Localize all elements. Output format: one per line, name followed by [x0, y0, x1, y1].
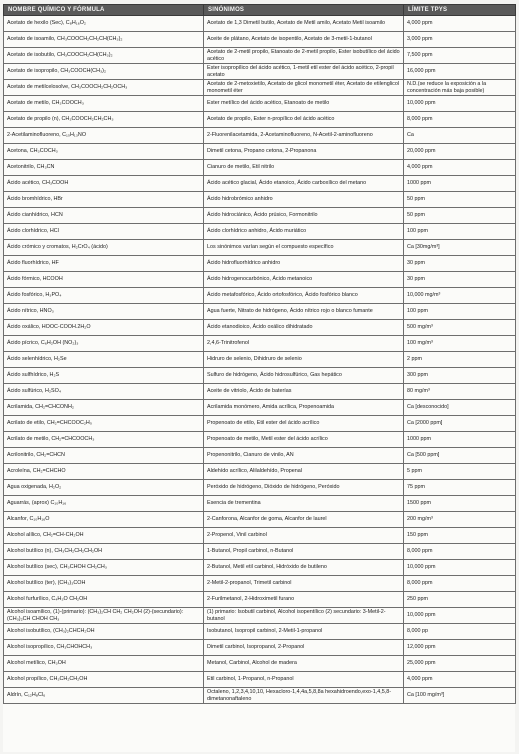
table-row: [4, 384, 516, 400]
chemical-name-cell: Aldrín, C₁₂H₈Cl₆: [4, 688, 204, 704]
synonyms-cell: Dimetil cetona, Propano cetona, 2-Propanona: [204, 144, 404, 160]
synonyms-cell: 2-Butanol, Metil etil carbinol, Hidróxido de butileno: [204, 560, 404, 576]
chemical-name-cell: Alcohol metílico, CH₃OH: [4, 656, 204, 672]
synonyms-cell: Los sinónimos varían según el compuesto específico: [204, 240, 404, 256]
synonyms-cell: Sulfuro de hidrógeno, Ácido hidrosulfúrico, Gas hepático: [204, 368, 404, 384]
table-row: [4, 80, 516, 96]
chemical-name-cell: Alcohol butílico (ter), (CH₃)₃COH: [4, 576, 204, 592]
table-row: [4, 544, 516, 560]
table-row: [4, 560, 516, 576]
table-row: [4, 608, 516, 624]
chemical-name-cell: Alcohol isoamílico, (1)-(primario): (CH₃)₂CH CH₂ CH₂OH (2)-(secundario): (CH₃)₂CH CHOH CH₃: [4, 608, 204, 624]
synonyms-cell: Hidruro de selenio, Dihidruro de selenio: [204, 352, 404, 368]
limit-cell: 300 ppm: [404, 368, 516, 384]
synonyms-cell: Ácido metafosfórico, Ácido ortofosfórico, Ácido fosfórico blanco: [204, 288, 404, 304]
table-row: [4, 192, 516, 208]
limit-cell: 50 ppm: [404, 192, 516, 208]
limit-cell: 8,000 ppm: [404, 576, 516, 592]
synonyms-cell: Agua fuerte, Nitrato de hidrógeno, Ácido nítrico rojo o blanco fumante: [204, 304, 404, 320]
chemical-name-cell: Ácido selenhídrico, H₂Se: [4, 352, 204, 368]
limit-cell: 8,000 ppm: [404, 544, 516, 560]
synonyms-cell: 1-Butanol, Propil carbinol, n-Butanol: [204, 544, 404, 560]
chemical-name-cell: Alcohol butílico (sec), CH₃CHOH CH₂CH₃: [4, 560, 204, 576]
limit-cell: 16,000 ppm: [404, 64, 516, 80]
limit-cell: 100 ppm: [404, 304, 516, 320]
chemical-name-cell: Ácido bromhídrico, HBr: [4, 192, 204, 208]
chemical-name-cell: Acrilato de metilo, CH₂=CHCOOCH₃: [4, 432, 204, 448]
synonyms-cell: Ácido hidrofluorhídrico anhidro: [204, 256, 404, 272]
chemical-name-cell: Ácido fosfórico, H₃PO₄: [4, 288, 204, 304]
limit-cell: 5 ppm: [404, 464, 516, 480]
chemical-name-cell: Ácido fórmico, HCOOH: [4, 272, 204, 288]
table-row: [4, 448, 516, 464]
chemical-name-cell: Alcohol isobutílico, (CH₃)₂CHCH₂OH: [4, 624, 204, 640]
chemical-name-cell: Ácido crómico y cromatos, H₂CrO₄ (ácido): [4, 240, 204, 256]
table-row: [4, 480, 516, 496]
synonyms-cell: Etil carbinol, 1-Propanol, n-Propanol: [204, 672, 404, 688]
table-row: [4, 688, 516, 704]
table-row: [4, 256, 516, 272]
chemical-name-cell: Acrilonitrilo, CH₂=CHCN: [4, 448, 204, 464]
chemical-name-cell: Acroleína, CH₂=CHCHO: [4, 464, 204, 480]
table-row: [4, 592, 516, 608]
limit-cell: 100 ppm: [404, 224, 516, 240]
synonyms-cell: Isobutanol, Isopropil carbinol, 2-Metil-1-propanol: [204, 624, 404, 640]
limit-cell: 1000 ppm: [404, 432, 516, 448]
limit-cell: Ca [30mg/m³]: [404, 240, 516, 256]
limit-cell: 4,000 ppm: [404, 16, 516, 32]
synonyms-cell: Aceite de vitriolo, Ácido de baterías: [204, 384, 404, 400]
synonyms-cell: Propenoato de metilo, Metil ester del ácido acrílico: [204, 432, 404, 448]
synonyms-cell: Ácido hidrogenocarbónico, Ácido metanoico: [204, 272, 404, 288]
table-row: [4, 416, 516, 432]
limit-cell: 10,000 mg/m³: [404, 288, 516, 304]
limit-cell: Ca [100 mg/m³]: [404, 688, 516, 704]
chemical-name-cell: Ácido pícrico, C₆H₂OH (NO₂)₃: [4, 336, 204, 352]
limit-cell: 75 ppm: [404, 480, 516, 496]
limit-cell: 4,000 ppm: [404, 672, 516, 688]
chemical-name-cell: Alcohol isopropílico, CH₃CHOHCH₃: [4, 640, 204, 656]
limit-cell: 4,000 ppm: [404, 160, 516, 176]
chemical-name-cell: Acetato de isopropilo, CH₃COOCH(CH₃)₂: [4, 64, 204, 80]
limit-cell: 10,000 ppm: [404, 96, 516, 112]
synonyms-cell: Propenoato de etilo, Etil ester del ácido acrílico: [204, 416, 404, 432]
table-row: [4, 320, 516, 336]
synonyms-cell: Acetato de 2-metil propilo, Etanoato de 2-metil propilo, Ester isobutílico del ácido acético: [204, 48, 404, 64]
synonyms-cell: Aldehído acrílico, Alilaldehído, Propenal: [204, 464, 404, 480]
chemical-name-cell: Ácido clorhídrico, HCl: [4, 224, 204, 240]
synonyms-cell: Acetato de 1,3 Dimetil butilo, Acetato de Metil amilo, Acetato Metil isoamilo: [204, 16, 404, 32]
chemical-name-cell: Acetato de propilo (n), CH₃COOCH₂CH₂CH₃: [4, 112, 204, 128]
chemical-name-cell: Agua oxigenada, H₂O₂: [4, 480, 204, 496]
chemical-name-cell: Acetato de isobutilo, CH₃COOCH₂CH(CH₃)₂: [4, 48, 204, 64]
limit-cell: Ca [2000 ppm]: [404, 416, 516, 432]
table-row: [4, 400, 516, 416]
chemical-name-cell: Alcohol furfurílico, C₄H₃O CH₂OH: [4, 592, 204, 608]
limit-cell: Ca [500 ppm]: [404, 448, 516, 464]
chemical-name-cell: Alcohol alílico, CH₂=CH-CH₂OH: [4, 528, 204, 544]
table-row: [4, 112, 516, 128]
limit-cell: 2 ppm: [404, 352, 516, 368]
synonyms-cell: Ácido acético glacial, Ácido etanoico, Ácido carboxílico del metano: [204, 176, 404, 192]
limit-cell: 500 mg/m³: [404, 320, 516, 336]
table-row: [4, 128, 516, 144]
table-header-row: [4, 5, 516, 16]
limit-cell: 100 mg/m³: [404, 336, 516, 352]
limit-cell: 200 mg/m³: [404, 512, 516, 528]
chemical-name-cell: Alcohol propílico, CH₃CH₂CH₂OH: [4, 672, 204, 688]
synonyms-cell: Cianuro de metilo, Etil nitrilo: [204, 160, 404, 176]
chemical-name-cell: Acetona, CH₃COCH₃: [4, 144, 204, 160]
chemical-name-cell: Ácido nítrico, HNO₃: [4, 304, 204, 320]
synonyms-cell: Acrilamida monómero, Amida acrílica, Propenoamida: [204, 400, 404, 416]
limit-cell: 7,500 ppm: [404, 48, 516, 64]
limit-cell: 30 ppm: [404, 256, 516, 272]
table-row: [4, 496, 516, 512]
synonyms-cell: Aceite de plátano, Acetato de isopentilo, Acetato de 3-metil-1-butanol: [204, 32, 404, 48]
chemical-name-cell: Acrilato de etilo, CH₂=CHCOOC₂H₅: [4, 416, 204, 432]
column-header-name: NOMBRE QUÍMICO Y FÓRMULA: [4, 5, 204, 16]
table-row: [4, 672, 516, 688]
column-header-synonyms: SINÓNIMOS: [204, 5, 404, 16]
synonyms-cell: Acetato de propilo, Ester n-propílico del ácido acético: [204, 112, 404, 128]
synonyms-cell: 2-Propenol, Vinil carbinol: [204, 528, 404, 544]
synonyms-cell: Ácido etanodioico, Ácido oxálico dihidratado: [204, 320, 404, 336]
chemical-name-cell: Ácido fluorhídrico, HF: [4, 256, 204, 272]
limit-cell: 10,000 ppm: [404, 560, 516, 576]
limit-cell: 25,000 ppm: [404, 656, 516, 672]
table-row: [4, 528, 516, 544]
table-row: [4, 464, 516, 480]
table-row: [4, 144, 516, 160]
table-row: [4, 640, 516, 656]
limit-cell: 8,000 pp: [404, 624, 516, 640]
limit-cell: 150 ppm: [404, 528, 516, 544]
synonyms-cell: 2-Furilmetanol, 2-Hidroximetil furano: [204, 592, 404, 608]
chemical-name-cell: Ácido sulfúrico, H₂SO₄: [4, 384, 204, 400]
limit-cell: 1500 ppm: [404, 496, 516, 512]
table-row: [4, 16, 516, 32]
chemical-name-cell: Alcanfor, C₁₀H₁₆O: [4, 512, 204, 528]
table-row: [4, 272, 516, 288]
chemical-name-cell: Alcohol butílico (n), CH₃CH₂CH₂CH₂OH: [4, 544, 204, 560]
limit-cell: 3,000 ppm: [404, 32, 516, 48]
table-row: [4, 432, 516, 448]
table-row: [4, 576, 516, 592]
table-row: [4, 32, 516, 48]
limit-cell: Ca [desconocido]: [404, 400, 516, 416]
table-row: [4, 368, 516, 384]
synonyms-cell: Dimetil carbinol, Isopropanol, 2-Propanol: [204, 640, 404, 656]
chemical-name-cell: Acrilamida, CH₂=CHCONH₂: [4, 400, 204, 416]
chemical-name-cell: Acetato de hexilo (Sec), C₈H₁₆O₂: [4, 16, 204, 32]
limit-cell: 8,000 ppm: [404, 112, 516, 128]
chemical-name-cell: Aguarrás, (aprox) C₁₀H₁₆: [4, 496, 204, 512]
synonyms-cell: Acetato de 2-metoxietilo, Acetato de glicol monometil éter, Acetato de etilenglicol monometil éter: [204, 80, 404, 96]
limit-cell: 20,000 ppm: [404, 144, 516, 160]
table-row: [4, 304, 516, 320]
synonyms-cell: Ester isopropílico del ácido acético, 1-metil etil ester del ácido acético, 2-propil acetato: [204, 64, 404, 80]
synonyms-cell: 2,4,6-Trinitrofenol: [204, 336, 404, 352]
column-header-limit: LÍMITE TPYS: [404, 5, 516, 16]
limit-cell: N.D.(se reduce la exposición a la concentración más baja posible): [404, 80, 516, 96]
document-page: [3, 4, 515, 752]
table-body: [4, 16, 516, 704]
chemical-name-cell: 2-Acetilaminofluoreno, C₁₅H₁₃NO: [4, 128, 204, 144]
table-row: [4, 208, 516, 224]
chemical-name-cell: Ácido cianhídrico, HCN: [4, 208, 204, 224]
chemical-name-cell: Ácido acético, CH₃COOH: [4, 176, 204, 192]
synonyms-cell: Octaleno, 1,2,3,4,10,10, Hexacloro-1,4,4a,5,8,8a hexahidroendo,exo-1,4,5,8-dimetanonaftaleno: [204, 688, 404, 704]
synonyms-cell: Esencia de trementina: [204, 496, 404, 512]
limit-cell: Ca: [404, 128, 516, 144]
synonyms-cell: Ácido hidrobrómico anhidro: [204, 192, 404, 208]
synonyms-cell: Peróxido de hidrógeno, Dióxido de hidrógeno, Peróxido: [204, 480, 404, 496]
chemical-name-cell: Acetato de metilo, CH₃COOCH₃: [4, 96, 204, 112]
limit-cell: 30 ppm: [404, 272, 516, 288]
table-row: [4, 512, 516, 528]
limit-cell: 250 ppm: [404, 592, 516, 608]
chemical-name-cell: Ácido sulfhídrico, H₂S: [4, 368, 204, 384]
chemical-name-cell: Ácido oxálico, HOOC-COOH.2H₂O: [4, 320, 204, 336]
table-row: [4, 224, 516, 240]
table-row: [4, 624, 516, 640]
synonyms-cell: Propenonitrilo, Cianuro de vinilo, AN: [204, 448, 404, 464]
table-row: [4, 656, 516, 672]
synonyms-cell: 2-Metil-2-propanol, Trimetil carbinol: [204, 576, 404, 592]
table-row: [4, 336, 516, 352]
table-row: [4, 48, 516, 64]
table-row: [4, 352, 516, 368]
synonyms-cell: Ácido hidrociánico, Ácido prúsico, Formonitrilo: [204, 208, 404, 224]
chemical-name-cell: Acetato de isoamilo, CH₃COOCH₂CH₂CH(CH₃)₂: [4, 32, 204, 48]
synonyms-cell: 2-Canforona, Alcanfor de goma, Alcanfor de laurel: [204, 512, 404, 528]
table-row: [4, 64, 516, 80]
table-row: [4, 288, 516, 304]
synonyms-cell: Ácido clorhídrico anhidro, Ácido muriático: [204, 224, 404, 240]
synonyms-cell: Ester metílico del ácido acético, Etanoato de metilo: [204, 96, 404, 112]
chemical-name-cell: Acetato de metilcelosolve, CH₃COOCH₂CH₂OCH₃: [4, 80, 204, 96]
table-row: [4, 96, 516, 112]
synonyms-cell: Metanol, Carbinol, Alcohol de madera: [204, 656, 404, 672]
limit-cell: 1000 ppm: [404, 176, 516, 192]
synonyms-cell: 2-Fluorenilacetamida, 2-Acetaminofluoreno, N-Acetil-2-aminofluoreno: [204, 128, 404, 144]
limit-cell: 10,000 ppm: [404, 608, 516, 624]
chemical-name-cell: Acetonitrilo, CH₃CN: [4, 160, 204, 176]
synonyms-cell: (1) primario: Isobutil carbinol, Alcohol isopentílico (2) secundario: 3-Metil-2-butanol: [204, 608, 404, 624]
limit-cell: 50 ppm: [404, 208, 516, 224]
limit-cell: 80 mg/m³: [404, 384, 516, 400]
table-row: [4, 160, 516, 176]
table-row: [4, 240, 516, 256]
table-row: [4, 176, 516, 192]
chemical-limits-table: [3, 4, 516, 704]
limit-cell: 12,000 ppm: [404, 640, 516, 656]
